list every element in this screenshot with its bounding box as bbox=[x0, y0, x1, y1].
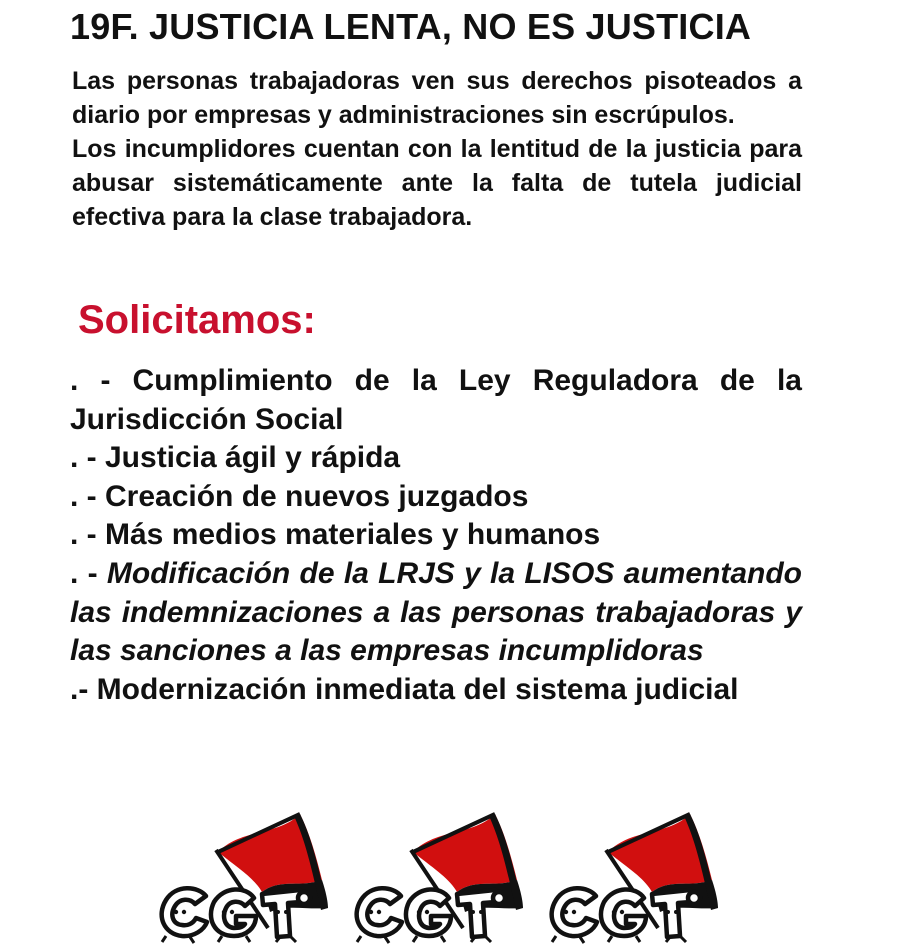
intro-text bbox=[72, 64, 802, 234]
demands-heading: Solicitamos: bbox=[78, 298, 316, 342]
intro-paragraph-1: Las personas trabajadoras ven sus derechos pisoteados a diario por empresas y administraciones sin escrúpulos. bbox=[72, 67, 802, 129]
cgt-logo-3 bbox=[540, 808, 730, 944]
demand-item-2: . - Justicia ágil y rápida bbox=[70, 441, 401, 475]
demand-item-6: .- Modernización inmediata del sistema judicial bbox=[70, 672, 739, 706]
demand-item-5-prefix: . - bbox=[70, 556, 107, 590]
cgt-logo-1 bbox=[150, 808, 340, 944]
demand-item-5 bbox=[70, 555, 802, 671]
cgt-logos bbox=[150, 808, 730, 944]
demand-item-1: . - Cumplimiento de la Ley Reguladora de la Jurisdicción Social bbox=[70, 364, 802, 436]
demand-item-4: . - Más medios materiales y humanos bbox=[70, 518, 601, 552]
demand-item-3: . - Creación de nuevos juzgados bbox=[70, 479, 529, 513]
intro-paragraph-2: Los incumplidores cuentan con la lentitud de la justicia para abusar sistemáticamente ante la falta de tutela judicial efectiva para la clase trabajadora. bbox=[72, 135, 802, 231]
page-title: 19F. JUSTICIA LENTA, NO ES JUSTICIA bbox=[70, 6, 752, 47]
demands-list bbox=[70, 362, 802, 709]
cgt-logo-2 bbox=[345, 808, 535, 944]
demand-item-5-text: Modificación de la LRJS y la LISOS aumentando las indemnizaciones a las personas trabajadoras y las sanciones a las empresas incumplidoras bbox=[70, 556, 803, 668]
